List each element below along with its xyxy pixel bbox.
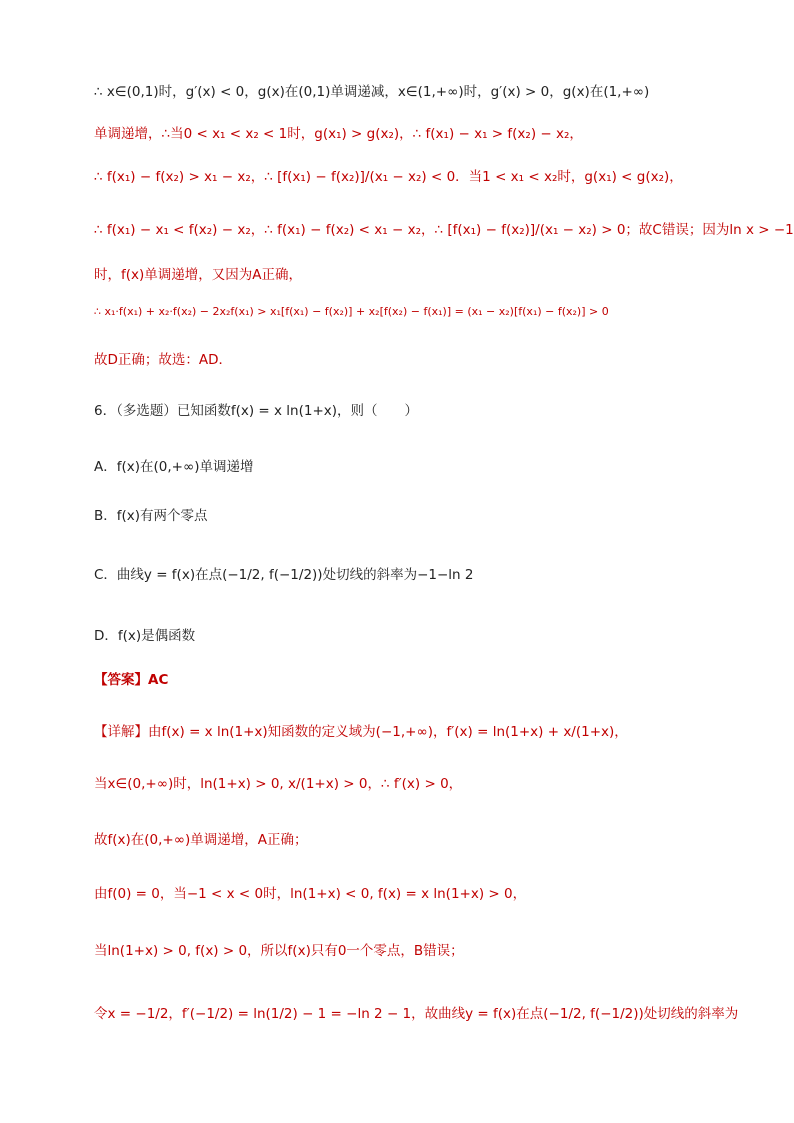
explanation-line: 当x∈(0,+∞)时，ln(1+x) > 0, x/(1+x) > 0，∴ f′(x) > 0， bbox=[94, 776, 463, 792]
explanation-line: 【详解】由f(x) = x ln(1+x)知函数的定义域为(−1,+∞)，f′(x) = ln(1+x) + x/(1+x)， bbox=[94, 724, 628, 740]
answer-label: 【答案】AC bbox=[94, 672, 169, 688]
explanation-line: 由f(0) = 0，当−1 < x < 0时，ln(1+x) < 0, f(x) = x ln(1+x) > 0， bbox=[94, 886, 527, 902]
explanation-line: 令x = −1/2，f′(−1/2) = ln(1/2) − 1 = −ln 2 − 1，故曲线y = f(x)在点(−1/2, f(−1/2))处切线的斜率为 bbox=[94, 1006, 739, 1022]
text-line: ∴ x₁·f(x₁) + x₂·f(x₂) − 2x₂f(x₁) > x₁[f(x₁) − f(x₂)] + x₂[f(x₂) − f(x₁)] = (x₁ − x₂)[f(x₁) − f(x₂)] > 0 bbox=[94, 305, 609, 318]
text-line: 单调递增，∴当0 < x₁ < x₂ < 1时，g(x₁) > g(x₂)，∴ f(x₁) − x₁ > f(x₂) − x₂， bbox=[94, 126, 583, 142]
option-c: C．曲线y = f(x)在点(−1/2, f(−1/2))处切线的斜率为−1−ln 2 bbox=[94, 567, 474, 583]
explanation-line: 当ln(1+x) > 0, f(x) > 0，所以f(x)只有0一个零点，B错误； bbox=[94, 943, 464, 959]
option-b: B．f(x)有两个零点 bbox=[94, 508, 208, 524]
question-stem: 6．（多选题）已知函数f(x) = x ln(1+x)，则（ ） bbox=[94, 403, 419, 419]
option-a: A．f(x)在(0,+∞)单调递增 bbox=[94, 459, 254, 475]
text-line: ∴ f(x₁) − f(x₂) > x₁ − x₂，∴ [f(x₁) − f(x₂)]/(x₁ − x₂) < 0．当1 < x₁ < x₂时，g(x₁) < g(x₂)， bbox=[94, 169, 683, 185]
text-line: ∴ x∈(0,1)时，g′(x) < 0，g(x)在(0,1)单调递减，x∈(1,+∞)时，g′(x) > 0，g(x)在(1,+∞) bbox=[94, 84, 650, 100]
text-line: ∴ f(x₁) − x₁ < f(x₂) − x₂，∴ f(x₁) − f(x₂) < x₁ − x₂，∴ [f(x₁) − f(x₂)]/(x₁ − x₂) > 0；故C错误；因为ln x > −1 bbox=[94, 222, 794, 238]
explanation-line: 故f(x)在(0,+∞)单调递增，A正确； bbox=[94, 832, 308, 848]
option-d: D．f(x)是偶函数 bbox=[94, 628, 196, 644]
text-line: 故D正确；故选：AD． bbox=[94, 352, 233, 368]
text-line: 时，f(x)单调递增，又因为A正确， bbox=[94, 267, 303, 283]
